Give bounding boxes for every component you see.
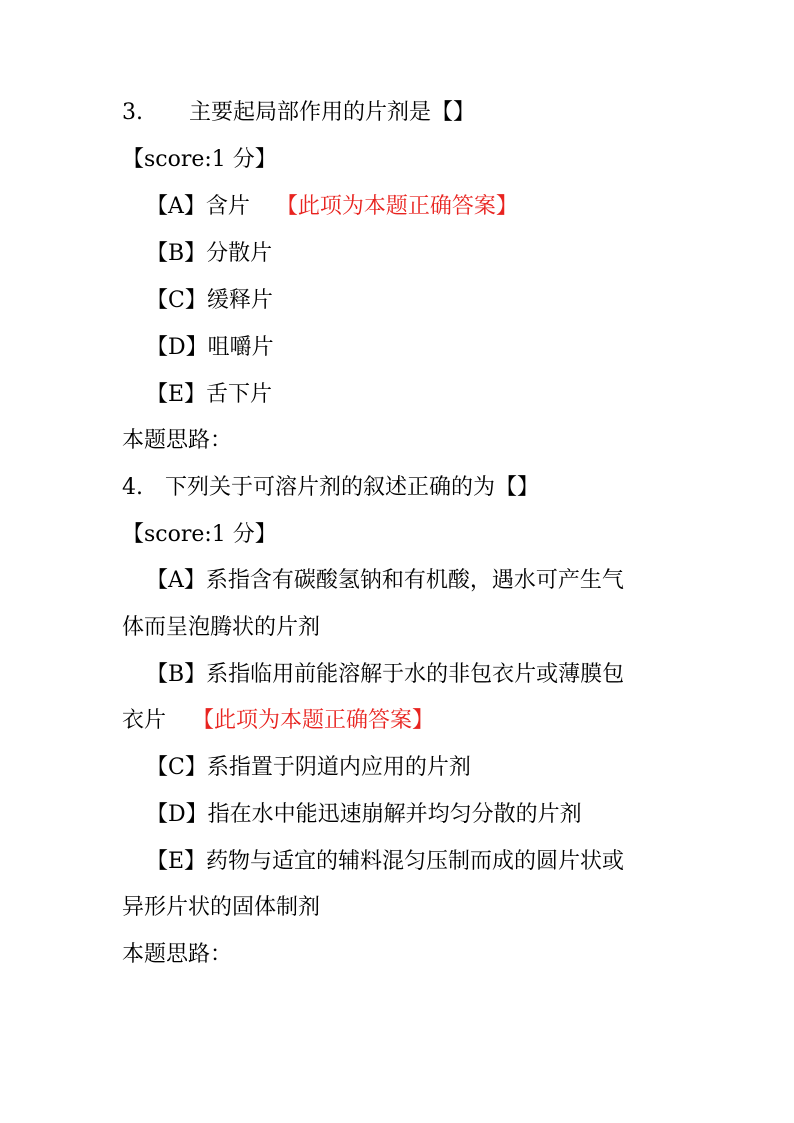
q4-option-e-continuation: 异形片状的固体制剂 [122, 895, 321, 920]
q3-analysis-label: 本题思路： [122, 428, 233, 453]
q3-option-a [146, 192, 518, 222]
q4-correct-answer-mark: 【此项为本题正确答案】 [192, 708, 435, 733]
q4-option-c: 【C】系指置于阴道内应用的片剂 [146, 755, 471, 780]
q3-stem: 主要起局部作用的片剂是【】 [189, 100, 476, 125]
q4-analysis-label: 本题思路： [122, 942, 233, 967]
q4-score: 【score:1 分】 [122, 522, 277, 547]
q4-option-a-continuation: 体而呈泡腾状的片剂 [122, 615, 321, 640]
q4-option-b: 【B】系指临用前能溶解于水的非包衣片或薄膜包 [146, 662, 625, 687]
q3-option-d: 【D】咀嚼片 [146, 335, 274, 360]
q3-option-e: 【E】舌下片 [146, 382, 273, 407]
q3-option-b: 【B】分散片 [146, 241, 273, 266]
q4-option-e: 【E】药物与适宜的辅料混匀压制而成的圆片状或 [146, 849, 625, 874]
q4-stem: 下列关于可溶片剂的叙述正确的为【】 [165, 475, 540, 500]
q4-option-a: 【A】系指含有碳酸氢钠和有机酸，遇水可产生气 [146, 568, 624, 593]
q3-number: 3. [122, 100, 143, 125]
q4-option-b-continuation [122, 706, 434, 736]
q3-correct-answer-mark: 【此项为本题正确答案】 [275, 194, 518, 219]
q4-option-d: 【D】指在水中能迅速崩解并均匀分散的片剂 [146, 802, 582, 827]
q3-score: 【score:1 分】 [122, 147, 277, 172]
q3-stem-line [122, 98, 475, 128]
q3-option-a-label: 【A】含片 [146, 194, 250, 219]
q4-stem-line [122, 473, 539, 503]
q4-number: 4. [122, 475, 143, 500]
q3-option-c: 【C】缓释片 [146, 288, 273, 313]
q4-option-b-cont-text: 衣片 [122, 708, 167, 733]
